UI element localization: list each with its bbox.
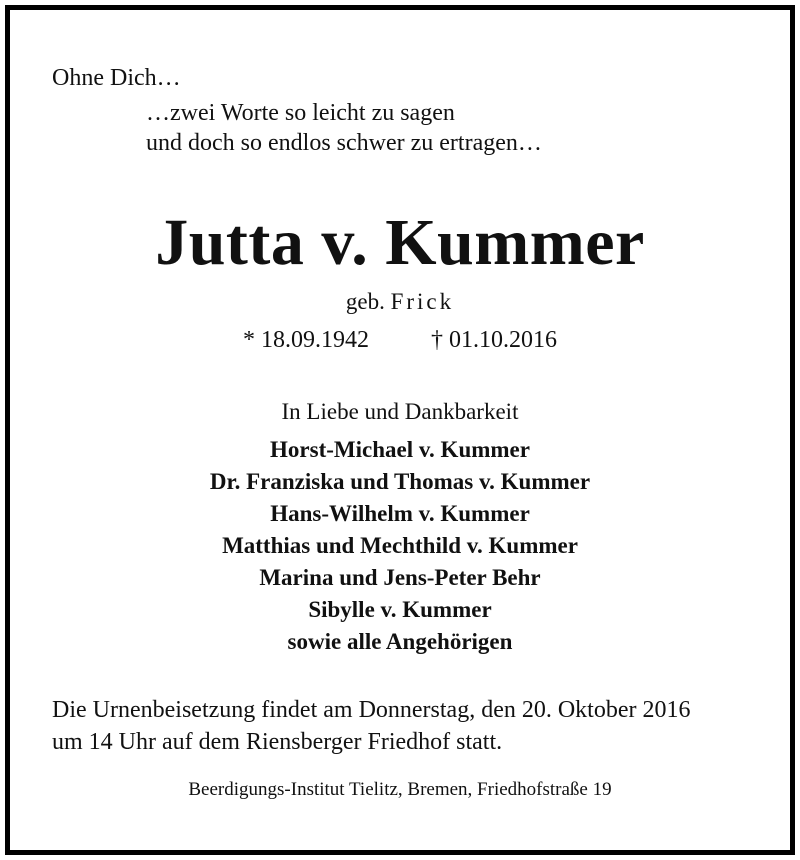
mourner-name: Horst-Michael v. Kummer [270, 437, 530, 462]
life-dates [10, 328, 790, 352]
poem-line-3: und doch so endlos schwer zu ertragen… [146, 130, 542, 156]
birth-date: * 18.09.1942 [243, 327, 369, 353]
mourner-name: Hans-Wilhelm v. Kummer [270, 501, 530, 526]
death-date: † 01.10.2016 [431, 327, 557, 353]
maiden-name [10, 290, 790, 313]
mourner-name: Sibylle v. Kummer [308, 597, 492, 622]
service-info-line-1: Die Urnenbeisetzung findet am Donnerstag, den 20. Oktober 2016 [52, 697, 691, 723]
mourner-name: Dr. Franziska und Thomas v. Kummer [209, 469, 591, 494]
service-info-line-2: um 14 Uhr auf dem Riensberger Friedhof statt. [52, 729, 503, 755]
obituary-notice [5, 5, 795, 855]
poem-line-1: Ohne Dich… [52, 65, 181, 91]
mourner-name: Marina und Jens-Peter Behr [259, 565, 541, 590]
maiden-name-value: Frick [390, 289, 455, 314]
funeral-home: Beerdigungs-Institut Tielitz, Bremen, Friedhofstraße 19 [188, 779, 612, 800]
poem-line-2: …zwei Worte so leicht zu sagen [146, 100, 455, 126]
mourners-intro: In Liebe und Dankbarkeit [281, 399, 519, 424]
mourner-name: Matthias und Mechthild v. Kummer [222, 533, 578, 558]
deceased-name: Jutta v. Kummer [155, 206, 645, 279]
mourner-name: sowie alle Angehörigen [287, 629, 513, 654]
maiden-name-prefix: geb. [345, 289, 385, 314]
